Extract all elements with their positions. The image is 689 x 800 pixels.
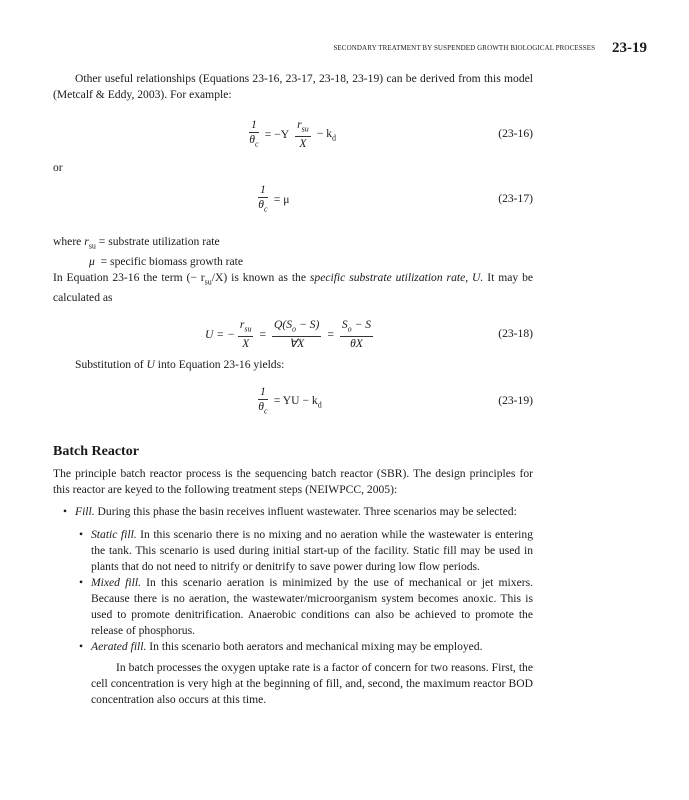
r: r [239,318,245,331]
denominator: θX [350,337,363,351]
sub: c [263,204,268,214]
list-item-static-fill [91,527,533,575]
sub: o [347,324,352,334]
sub: c [263,406,268,416]
sub: d [332,133,337,143]
theta: θ [258,400,264,413]
list-item-fill [75,504,533,520]
item-text: In this scenario there is no mixing and no aeration while the wastewater is entering the tank. This scenario is used during initial start-up of the facility. Static fill may be used in plants that do not need to nitrify or denitrify to save power during low flow periods. [91,528,533,573]
definition: = specific biomass growth rate [94,255,244,269]
r: r [84,235,89,248]
text: into Equation 23-16 yields: [154,358,285,371]
batch-intro: The principle batch reactor process is the sequencing batch reactor (SBR). The design principles for this reactor are keyed to the following treatment steps (NEIWPCC, 2005): [53,467,533,496]
text: /X) is known as the [211,271,310,284]
denominator: X [242,337,250,351]
equation-number: (23-17) [498,192,533,205]
r: r [297,118,302,131]
item-text: In this scenario both aerators and mechanical mixing may be employed. [146,640,483,653]
equation-23-18 [53,318,533,358]
equation-23-17 [53,183,533,223]
sub: o [292,324,297,334]
running-header [333,40,647,57]
list-item-aerated-fill [91,639,533,655]
rhs: = YU − k [273,394,318,407]
text: Q(S [274,318,293,331]
text: It may be calculated as [53,271,534,305]
equation-number: (23-18) [498,327,533,340]
denominator: X [299,137,307,151]
intro-paragraph: Other useful relationships (Equations 23-16, 23-17, 23-18, 23-19) can be derived from this model (Metcalf & Eddy, 2003). For example: [53,72,533,101]
where: where [53,235,82,248]
item-label: Static fill. [91,528,137,541]
theta: θ [258,198,264,211]
operator: = −Y [264,128,290,142]
sub: su [204,277,212,287]
numerator: 1 [260,385,266,398]
closing-paragraph: In batch processes the oxygen uptake rate is a factor of concern for two reasons. First, the cell concentration is very high at the beginning of fill, and, second, the maximum reactor BOD concentration also occurs at this time. [91,661,533,706]
italic-term: specific substrate utilization rate, U. [309,271,484,284]
minus-k: − k [316,127,333,140]
equation-23-16 [53,118,533,158]
paragraph-specific-rate [53,270,533,306]
mu: μ [89,255,95,269]
sub: su [301,124,309,134]
item-label: Aerated fill. [91,640,147,653]
text: − S [351,318,372,331]
or-text: or [53,161,63,174]
item-text: During this phase the basin receives influent wastewater. Three scenarios may be selected: [94,505,517,518]
item-text: In this scenario aeration is minimized by the use of mechanical or jet mixers. Because there is no aeration, the wastewater/microorganism system becomes anoxic. This is used to promote denitrification. Anaerobic conditions can also be achieved to promote the release of phosphorus. [91,576,533,637]
section-heading: Batch Reactor [53,444,139,459]
substitution-text [53,357,533,373]
denominator: ∀X [289,337,305,351]
lhs: U = − [205,328,235,342]
page-number: 23-19 [612,40,647,56]
sub: su [88,241,96,251]
U: U [146,358,155,371]
equation-number: (23-16) [498,127,533,140]
list-item-mixed-fill [91,575,533,639]
equation-number: (23-19) [498,394,533,407]
rhs: = μ [273,193,290,207]
where-definitions [53,234,533,270]
definition: = substrate utilization rate [95,235,220,248]
fill-list [75,504,533,708]
operator: = [259,328,267,342]
theta: θ [249,133,255,146]
numerator: 1 [251,118,257,131]
sub: c [254,139,259,149]
text: Substitution of [75,358,147,371]
equation-23-19 [53,385,533,425]
sub: d [317,400,322,410]
item-label: Mixed fill. [91,576,141,589]
sub: su [244,324,252,334]
header-title: SECONDARY TREATMENT BY SUSPENDED GROWTH BIOLOGICAL PROCESSES [333,44,596,52]
text: S [341,318,348,331]
text: − S) [296,318,320,331]
operator: = [327,328,334,342]
numerator: 1 [260,183,266,196]
item-label: Fill. [75,505,95,518]
text: In Equation 23-16 the term (− r [53,271,205,284]
